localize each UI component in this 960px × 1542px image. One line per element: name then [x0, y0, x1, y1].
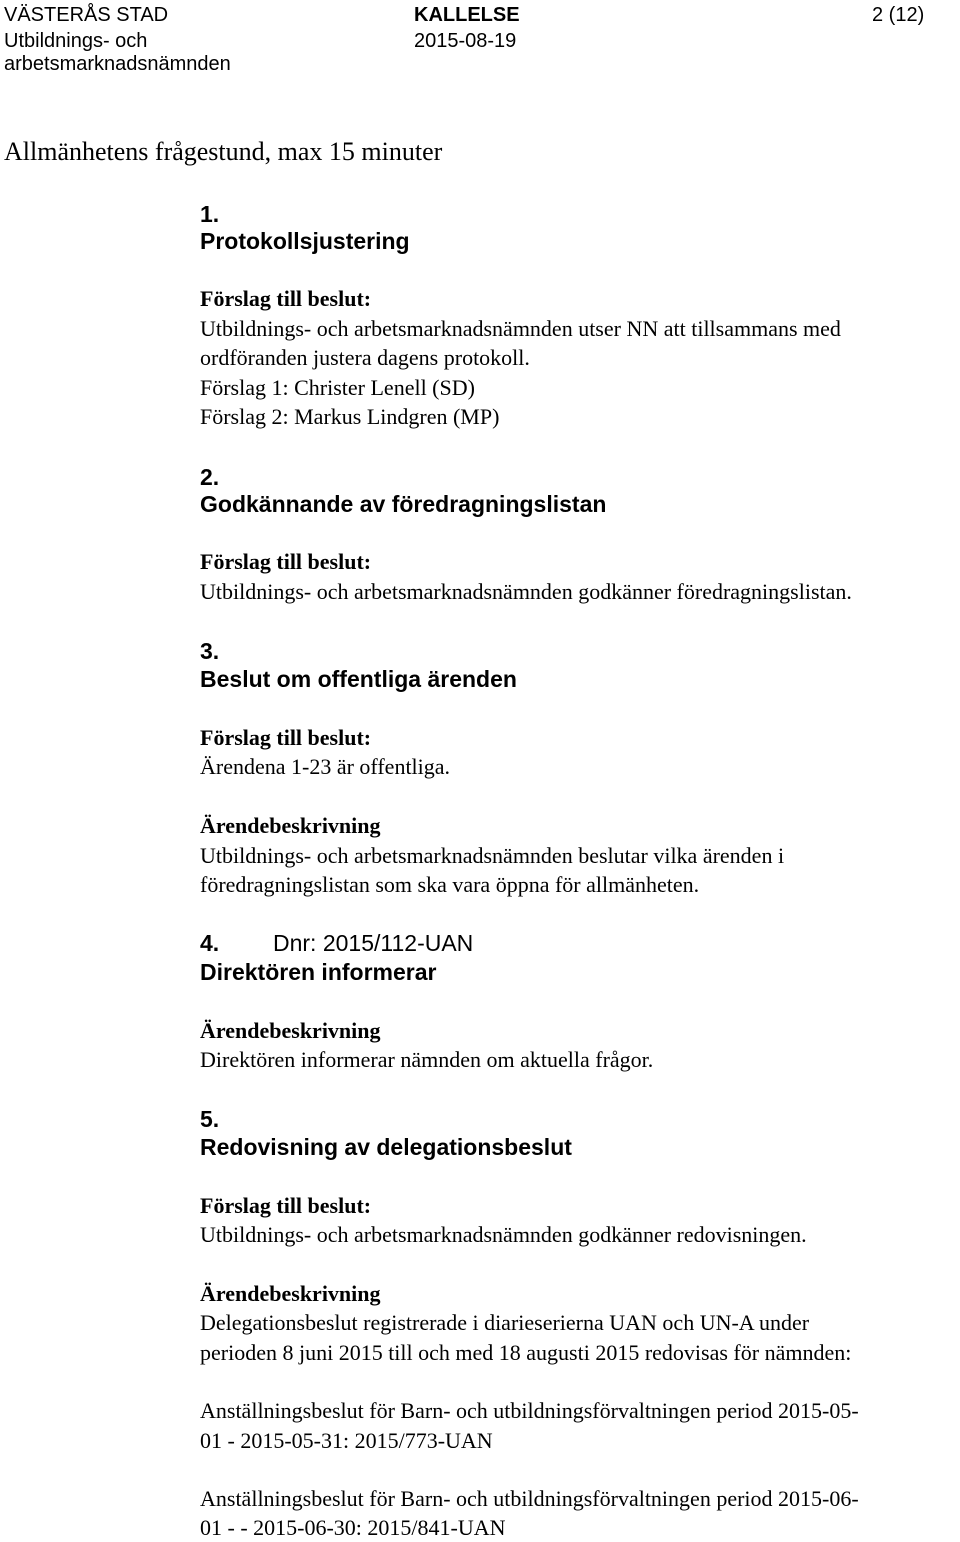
- item-number: 4.: [200, 930, 220, 956]
- document-date: 2015-08-19: [414, 30, 517, 52]
- proposal-text: Utbildnings- och arbetsmarknadsnämnden godkänner redovisningen.: [200, 1222, 807, 1247]
- item-title: Beslut om offentliga ärenden: [200, 666, 517, 692]
- document-type: KALLELSE: [414, 4, 520, 26]
- item-number: 3.: [200, 638, 220, 664]
- proposal-text: Utbildnings- och arbetsmarknadsnämnden utser NN att tillsammans med: [200, 316, 841, 341]
- description-text: föredragningslistan som ska vara öppna för allmänheten.: [200, 872, 700, 897]
- intro-heading: Allmänhetens frågestund, max 15 minuter: [4, 137, 443, 166]
- proposal-label: Förslag till beslut:: [200, 549, 372, 574]
- description-text: Utbildnings- och arbetsmarknadsnämnden beslutar vilka ärenden i: [200, 843, 785, 868]
- item-number: 5.: [200, 1106, 220, 1132]
- item-title: Godkännande av föredragningslistan: [200, 491, 607, 517]
- delegation-entry: 01 - 2015-05-31: 2015/773-UAN: [200, 1428, 493, 1453]
- item-number: 1.: [200, 201, 220, 227]
- proposal-label: Förslag till beslut:: [200, 1193, 372, 1218]
- proposal-text: ordföranden justera dagens protokoll.: [200, 345, 530, 370]
- delegation-entry: Anställningsbeslut för Barn- och utbildningsförvaltningen period 2015-06-: [200, 1486, 859, 1511]
- description-text: Delegationsbeslut registrerade i diarieserierna UAN och UN-A under: [200, 1310, 810, 1335]
- item-title: Redovisning av delegationsbeslut: [200, 1134, 572, 1160]
- organization-name: VÄSTERÅS STAD: [4, 4, 169, 26]
- proposal-text: Förslag 1: Christer Lenell (SD): [200, 375, 475, 400]
- proposal-label: Förslag till beslut:: [200, 725, 372, 750]
- delegation-entry: Anställningsbeslut för Barn- och utbildningsförvaltningen period 2015-05-: [200, 1398, 859, 1423]
- description-label: Ärendebeskrivning: [200, 1281, 381, 1306]
- item-title: Protokollsjustering: [200, 228, 410, 254]
- proposal-text: Ärendena 1-23 är offentliga.: [200, 754, 451, 779]
- description-text: perioden 8 juni 2015 till och med 18 augusti 2015 redovisas för nämnden:: [200, 1340, 852, 1365]
- delegation-entry: 01 - - 2015-06-30: 2015/841-UAN: [200, 1515, 506, 1540]
- description-label: Ärendebeskrivning: [200, 1018, 381, 1043]
- diary-number: Dnr: 2015/112-UAN: [273, 930, 474, 956]
- department-line-1: Utbildnings- och: [4, 30, 148, 52]
- item-title: Direktören informerar: [200, 959, 437, 985]
- description-text: Direktören informerar nämnden om aktuella frågor.: [200, 1047, 654, 1072]
- description-label: Ärendebeskrivning: [200, 813, 381, 838]
- proposal-text: Utbildnings- och arbetsmarknadsnämnden godkänner föredragningslistan.: [200, 579, 852, 604]
- proposal-text: Förslag 2: Markus Lindgren (MP): [200, 404, 500, 429]
- proposal-label: Förslag till beslut:: [200, 286, 372, 311]
- department-line-2: arbetsmarknadsnämnden: [4, 53, 231, 75]
- page-number: 2 (12): [872, 4, 925, 26]
- item-number: 2.: [200, 464, 220, 490]
